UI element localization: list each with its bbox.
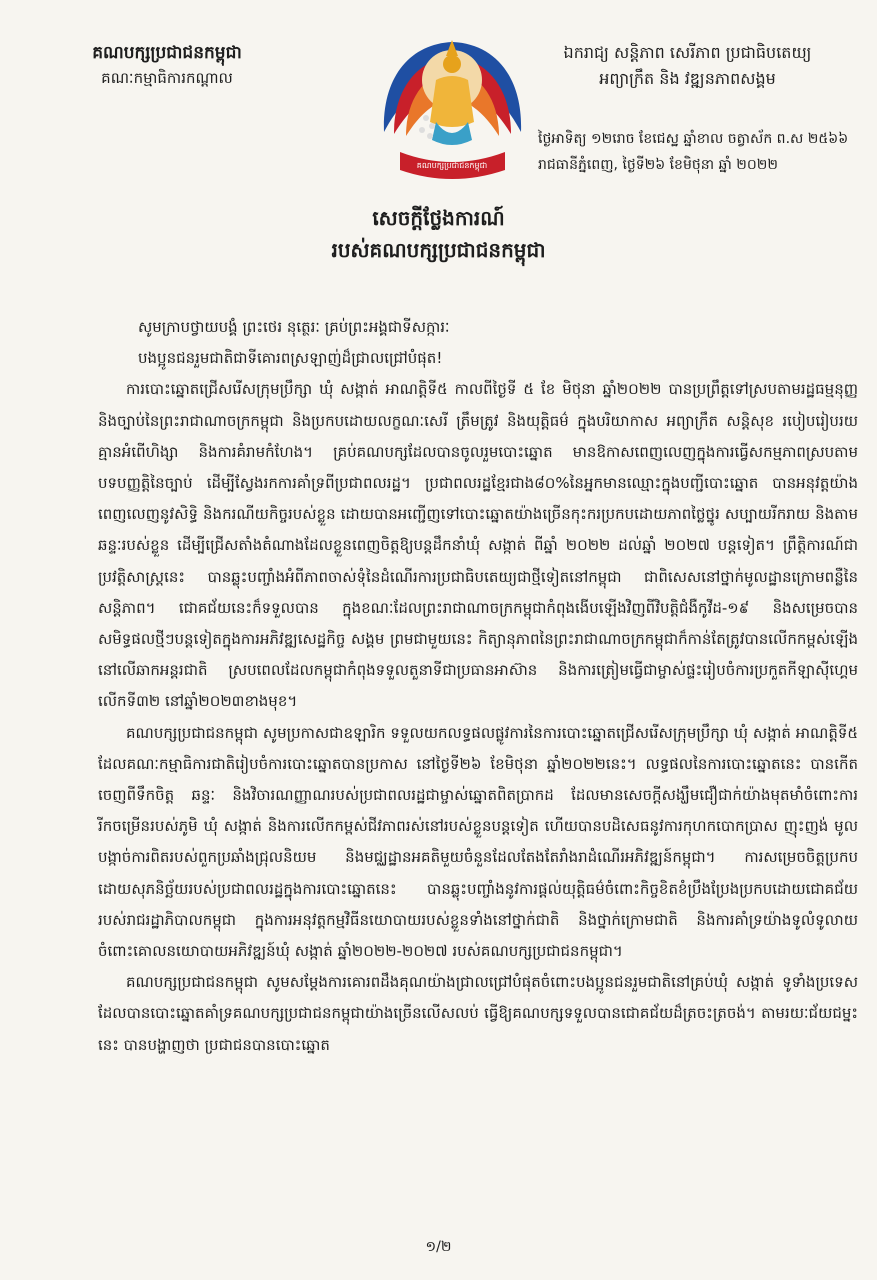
location-date: រាជធានីភ្នំពេញ, ថ្ងៃទី២៦ ខែមិថុនា ឆ្នាំ ២០២២ bbox=[538, 157, 778, 173]
motto-line-2: អព្យាក្រឹត និង វឌ្ឍនភាពសង្គម bbox=[599, 69, 776, 88]
title-line-2: របស់គណបក្សប្រជាជនកម្ពុជា bbox=[331, 238, 546, 262]
paragraph-2: គណបក្សប្រជាជនកម្ពុជា សូមប្រកាសជាឧឡារិក ទទួលយកលទ្ធផលផ្លូវការនៃការបោះឆ្នោតជ្រើសរើសក្រុមប្រឹក្សា ឃុំ សង្កាត់ អាណត្តិទី៥ ដែលគណៈកម្មាធិការជាតិរៀបចំការបោះឆ្នោតបានប្រកាស នៅថ្ងៃទី២៦ ខែមិថុនា ឆ្នាំ២០២២នេះ។ លទ្ធផលនៃការបោះឆ្នោតនេះ បានកើតចេញពីទឹកចិត្ត ឆន្ទៈ និងវិចារណញ្ញាណរបស់ប្រជាពលរដ្ឋជាម្ចាស់ឆ្នោតពិតប្រាកដ ដែលមានសេចក្តីសង្ឃឹមជឿជាក់យ៉ាងមុតមាំចំពោះការរីកចម្រើនរបស់ភូមិ ឃុំ សង្កាត់ និងការលើកកម្ពស់ជីវភាពរស់នៅរបស់ខ្លួនបន្តទៀត ហើយបានបដិសេធនូវការកុហកបោកប្រាស ញុះញង់ មូលបង្កាច់ការពិតរបស់ពួកប្រឆាំងជ្រុលនិយម និងមជ្ឈដ្ឋានអគតិមួយចំនួនដែលតែងតែរាំងរាដំណើរអភិវឌ្ឍន៍កម្ពុជា។ ការសម្រេចចិត្តប្រកបដោយសុភនិច្ឆ័យរបស់ប្រជាពលរដ្ឋក្នុងការបោះឆ្នោតនេះ បានឆ្លុះបញ្ចាំងនូវការផ្តល់យុត្តិធម៌ចំពោះកិច្ចខិតខំប្រឹងប្រែងប្រកបដោយជោគជ័យរបស់រាជរដ្ឋាភិបាលកម្ពុជា ក្នុងការអនុវត្តកម្មវិធីនយោបាយរបស់ខ្លួនទាំងនៅថ្នាក់ជាតិ និងថ្នាក់ក្រោមជាតិ និងការគាំទ្រយ៉ាងទូលំទូលាយចំពោះគោលនយោបាយអភិវឌ្ឍន៍ឃុំ សង្កាត់ ឆ្នាំ២០២២-២០២៧ របស់គណបក្សប្រជាជនកម្ពុជា។ bbox=[98, 723, 858, 961]
greeting-line-1: សូមក្រាបថ្វាយបង្គំ ព្រះថេរ នុត្ថេរៈ គ្រប់ព្រះអង្គជាទីសក្ការៈ bbox=[138, 318, 450, 336]
page-number: ១/២ bbox=[425, 1239, 452, 1255]
lunar-date: ថ្ងៃអាទិត្យ ១២រោច ខែជេស្ឋ ឆ្នាំខាល ចត្វាស័ក ព.ស ២៥៦៦ bbox=[538, 131, 849, 147]
greeting-line-2: បងប្អូនជនរួមជាតិជាទីគោរពស្រឡាញ់ដ៏ជ្រាលជ្រៅបំផុត! bbox=[138, 349, 443, 368]
logo-banner-text: គណបក្សប្រជាជនកម្ពុជា bbox=[416, 161, 488, 170]
statement-body bbox=[98, 312, 858, 1061]
paragraph-3: គណបក្សប្រជាជនកម្ពុជា សូមសម្តែងការគោរពដឹងគុណយ៉ាងជ្រាលជ្រៅបំផុតចំពោះបងប្អូនជនរួមជាតិនៅគ្រប់ឃុំ សង្កាត់ ទូទាំងប្រទេស ដែលបានបោះឆ្នោតគាំទ្រគណបក្សប្រជាជនកម្ពុជាយ៉ាងច្រើនលើសលប់ ធ្វើឱ្យគណបក្សទទួលបានជោគជ័យដ៏ត្រចះត្រចង់។ តាមរយៈជ័យជម្នះនេះ បានបង្ហាញថា ប្រជាជនបានបោះឆ្នោត bbox=[98, 973, 858, 1054]
committee-name: គណៈកម្មាធិការកណ្តាល bbox=[101, 69, 233, 87]
document-title bbox=[0, 202, 877, 266]
motto-line-1: ឯករាជ្យ សន្តិភាព សេរីភាព ប្រជាធិបតេយ្យ bbox=[563, 43, 812, 62]
motto-header bbox=[520, 40, 855, 173]
title-line-1: សេចក្តីថ្លែងការណ៍ bbox=[372, 206, 505, 230]
logo-banner bbox=[400, 152, 505, 179]
date-block bbox=[538, 126, 868, 178]
paragraph-1: ការបោះឆ្នោតជ្រើសរើសក្រុមប្រឹក្សា ឃុំ សង្កាត់ អាណត្តិទី៥ កាលពីថ្ងៃទី ៥ ខែ មិថុនា ឆ្នាំ២០២២ បានប្រព្រឹត្តទៅស្របតាមរដ្ឋធម្មនុញ្ញ និងច្បាប់នៃព្រះរាជាណាចក្រកម្ពុជា និងប្រកបដោយលក្ខណៈសេរី ត្រឹមត្រូវ និងយុត្តិធម៌ ក្នុងបរិយាកាស អព្យាក្រឹត សន្តិសុខ របៀបរៀបរយ គ្មានអំពើហិង្សា និងការគំរាមកំហែង។ គ្រប់គណបក្សដែលបានចូលរួមបោះឆ្នោត មានឱកាសពេញលេញក្នុងការធ្វើសកម្មភាពស្របតាមបទបញ្ញត្តិនៃច្បាប់ ដើម្បីស្វែងរកការគាំទ្រពីប្រជាពលរដ្ឋ។ ប្រជាពលរដ្ឋខ្មែរជាង៨០%នៃអ្នកមានឈ្មោះក្នុងបញ្ជីបោះឆ្នោត បានអនុវត្តយ៉ាងពេញលេញនូវសិទ្ធិ និងករណីយកិច្ចរបស់ខ្លួន ដោយបានអញ្ជើញទៅបោះឆ្នោតយ៉ាងច្រើនកុះករប្រកបដោយភាពថ្លៃថ្នូរ សប្បាយរីករាយ និងតាមឆន្ទៈរបស់ខ្លួន ដើម្បីជ្រើសតាំងតំណាងដែលខ្លួនពេញចិត្តឱ្យបន្តដឹកនាំឃុំ សង្កាត់ ពីឆ្នាំ ២០២២ ដល់ឆ្នាំ ២០២៧ បន្តទៀត។ ព្រឹត្តិការណ៍ជាប្រវត្តិសាស្ត្រនេះ បានឆ្លុះបញ្ចាំងអំពីភាពចាស់ទុំនៃដំណើរការប្រជាធិបតេយ្យជាថ្មីទៀតនៅកម្ពុជា ជាពិសេសនៅថ្នាក់មូលដ្ឋានក្រោមពន្លឺនៃសន្តិភាព។ ជោគជ័យនេះក៏ទទួលបាន ក្នុងខណៈដែលព្រះរាជាណាចក្រកម្ពុជាកំពុងងើបឡើងវិញពីវិបត្តិជំងឺកូវីដ-១៩ និងសម្រេចបានសមិទ្ធផលថ្មីៗបន្តទៀតក្នុងការអភិវឌ្ឍសេដ្ឋកិច្ច សង្គម ព្រមជាមួយនេះ កិត្យានុភាពនៃព្រះរាជាណាចក្រកម្ពុជាក៏កាន់តែត្រូវបានលើកកម្ពស់ឡើងនៅលើឆាកអន្តរជាតិ ស្របពេលដែលកម្ពុជាកំពុងទទួលតួនាទីជាប្រធានអាស៊ាន និងការត្រៀមធ្វើជាម្ចាស់ផ្ទះរៀបចំការប្រកួតកីឡាស៊ីហ្គេមលើកទី៣២ នៅឆ្នាំ២០២៣ខាងមុខ។ bbox=[98, 380, 858, 711]
party-header bbox=[52, 40, 282, 90]
party-name: គណបក្សប្រជាជនកម្ពុជា bbox=[92, 43, 242, 63]
party-logo bbox=[370, 22, 535, 187]
